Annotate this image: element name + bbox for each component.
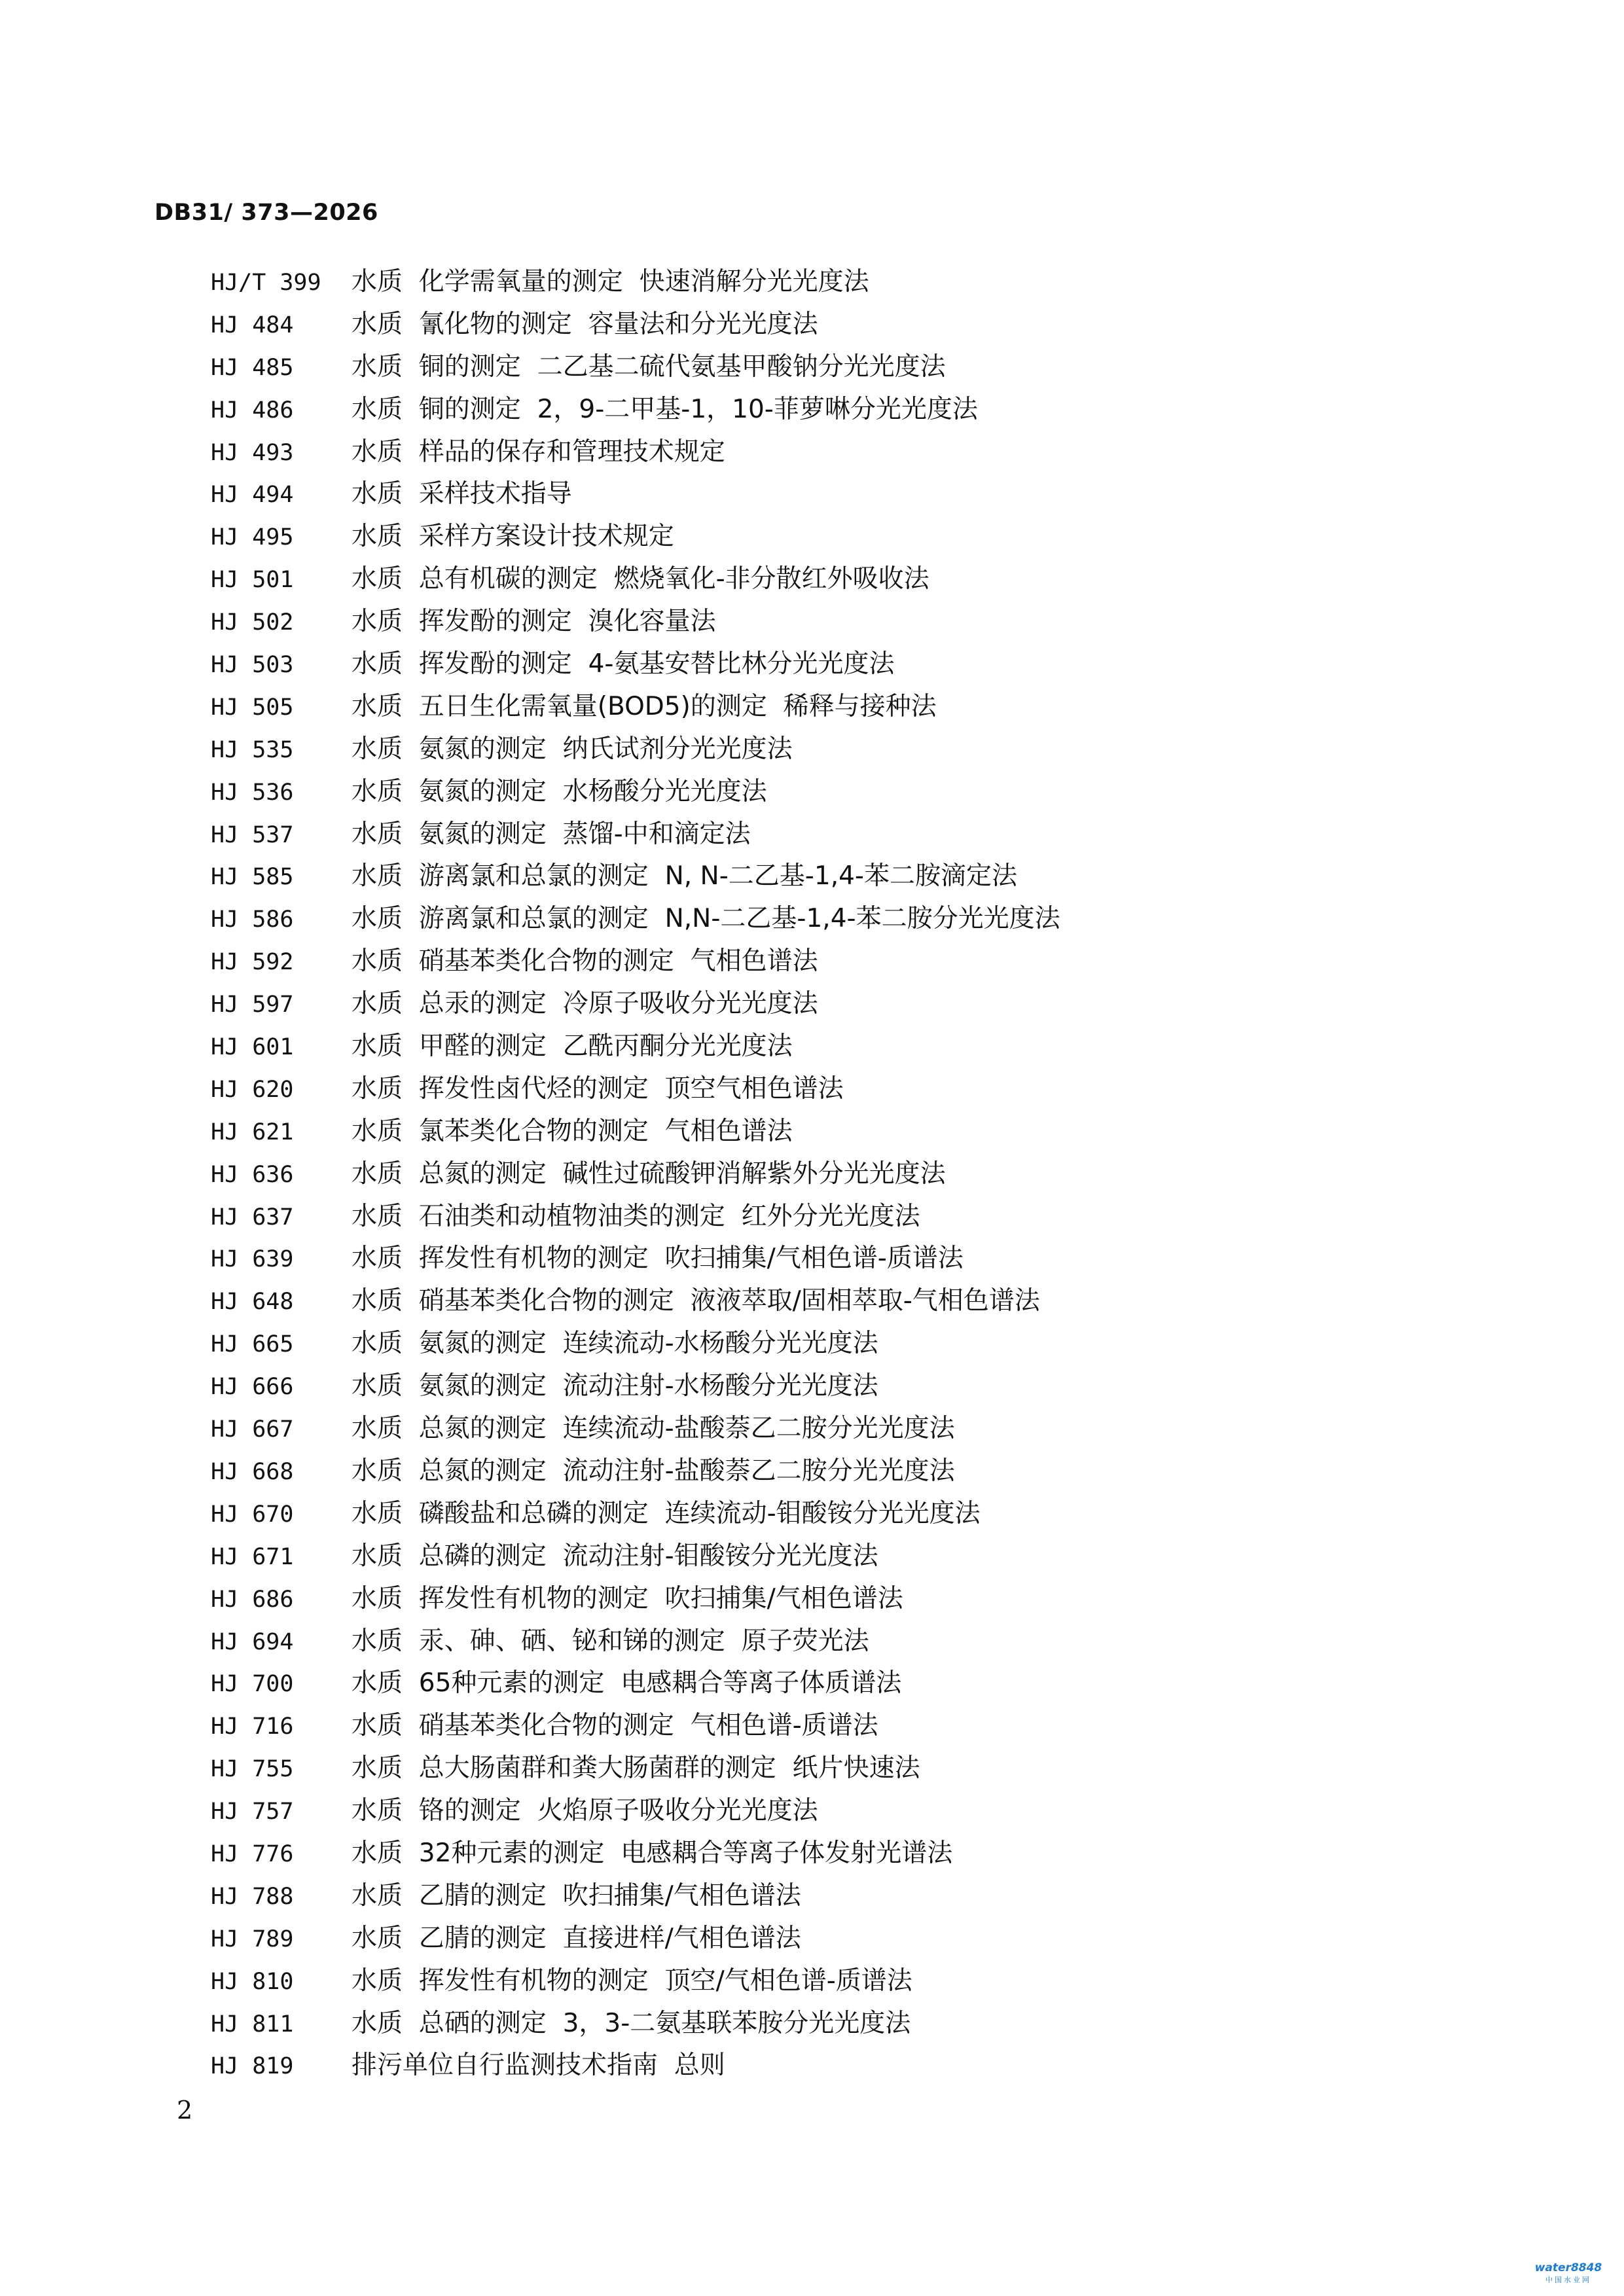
- reference-title: 水质 氯苯类化合物的测定 气相色谱法: [352, 1116, 793, 1146]
- watermark-logo: [1529, 2261, 1608, 2291]
- reference-code: HJ 716: [211, 1713, 294, 1740]
- reference-code: HJ 536: [211, 779, 294, 806]
- reference-item: [211, 2048, 1060, 2090]
- reference-title: 水质 总硒的测定 3，3-二氨基联苯胺分光光度法: [352, 2008, 911, 2038]
- reference-title: 水质 挥发酚的测定 4-氨基安替比林分光光度法: [352, 649, 895, 679]
- reference-code: HJ 789: [211, 1926, 294, 1952]
- reference-code: HJ 537: [211, 821, 294, 848]
- reference-code: HJ 686: [211, 1586, 294, 1613]
- reference-title: 水质 乙腈的测定 直接进样/气相色谱法: [352, 1923, 801, 1953]
- reference-item: [211, 1581, 1060, 1624]
- reference-title: 水质 挥发性有机物的测定 顶空/气相色谱-质谱法: [352, 1965, 912, 1996]
- reference-item: [211, 1496, 1060, 1539]
- reference-code: HJ 597: [211, 992, 294, 1018]
- reference-item: [211, 1793, 1060, 1836]
- watermark-brand: water8848: [1534, 2261, 1602, 2274]
- reference-item: [211, 519, 1060, 562]
- page-number: 2: [177, 2096, 193, 2125]
- reference-item: [211, 1666, 1060, 1708]
- reference-item: [211, 1326, 1060, 1369]
- reference-item: [211, 774, 1060, 817]
- reference-code: HJ 484: [211, 312, 294, 338]
- reference-item: [211, 1283, 1060, 1326]
- reference-item: [211, 1836, 1060, 1878]
- reference-title: 水质 氨氮的测定 流动注射-水杨酸分光光度法: [352, 1371, 878, 1401]
- reference-title: 水质 硝基苯类化合物的测定 气相色谱-质谱法: [352, 1711, 878, 1741]
- reference-code: HJ 819: [211, 2053, 294, 2080]
- reference-title: 水质 32种元素的测定 电感耦合等离子体发射光谱法: [352, 1838, 953, 1868]
- reference-code: HJ 671: [211, 1543, 294, 1570]
- reference-title: 水质 采样技术指导: [352, 479, 572, 509]
- reference-title: 水质 65种元素的测定 电感耦合等离子体质谱法: [352, 1668, 902, 1698]
- reference-title: 水质 化学需氧量的测定 快速消解分光光度法: [352, 267, 869, 296]
- reference-title: 水质 挥发性有机物的测定 吹扫捕集/气相色谱法: [352, 1583, 903, 1613]
- reference-code: HJ 639: [211, 1246, 294, 1273]
- reference-title: 水质 氰化物的测定 容量法和分光光度法: [352, 309, 818, 339]
- reference-title: 水质 铜的测定 二乙基二硫代氨基甲酸钠分光光度法: [352, 351, 946, 382]
- reference-item: [211, 1624, 1060, 1666]
- reference-item: [211, 1199, 1060, 1242]
- reference-item: [211, 264, 1060, 307]
- reference-code: HJ 667: [211, 1416, 294, 1443]
- reference-code: HJ 810: [211, 1968, 294, 1995]
- reference-item: [211, 1878, 1060, 1921]
- reference-title: 水质 总磷的测定 流动注射-钼酸铵分光光度法: [352, 1541, 878, 1571]
- reference-code: HJ 637: [211, 1204, 294, 1230]
- reference-item: [211, 1369, 1060, 1411]
- reference-title: 水质 样品的保存和管理技术规定: [352, 437, 725, 467]
- reference-code: HJ 665: [211, 1331, 294, 1358]
- reference-item: [211, 1071, 1060, 1114]
- reference-code: HJ 495: [211, 524, 294, 551]
- reference-item: [211, 1964, 1060, 2006]
- reference-item: [211, 392, 1060, 435]
- reference-item: [211, 647, 1060, 689]
- reference-title: 水质 总汞的测定 冷原子吸收分光光度法: [352, 989, 818, 1019]
- reference-item: [211, 476, 1060, 519]
- reference-code: HJ 585: [211, 864, 294, 891]
- reference-code: HJ 757: [211, 1799, 294, 1825]
- reference-code: HJ 601: [211, 1034, 294, 1061]
- reference-item: [211, 1411, 1060, 1454]
- reference-title: 水质 游离氯和总氯的测定 N,N-二乙基-1,4-苯二胺分光光度法: [352, 904, 1060, 934]
- reference-item: [211, 604, 1060, 647]
- reference-title: 水质 总氮的测定 流动注射-盐酸萘乙二胺分光光度法: [352, 1456, 955, 1486]
- reference-title: 水质 总有机碳的测定 燃烧氧化-非分散红外吸收法: [352, 564, 929, 594]
- reference-title: 水质 铬的测定 火焰原子吸收分光光度法: [352, 1796, 818, 1826]
- reference-title: 水质 总大肠菌群和粪大肠菌群的测定 纸片快速法: [352, 1753, 920, 1784]
- reference-title: 水质 氨氮的测定 蒸馏-中和滴定法: [352, 819, 751, 849]
- reference-code: HJ 501: [211, 567, 294, 594]
- reference-code: HJ 670: [211, 1501, 294, 1528]
- reference-code: HJ 592: [211, 949, 294, 976]
- reference-item: [211, 1241, 1060, 1283]
- reference-title: 水质 乙腈的测定 吹扫捕集/气相色谱法: [352, 1880, 801, 1910]
- reference-code: HJ 586: [211, 906, 294, 933]
- reference-item: [211, 307, 1060, 350]
- reference-item: [211, 1751, 1060, 1793]
- reference-title: 排污单位自行监测技术指南 总则: [352, 2051, 725, 2081]
- reference-title: 水质 游离氯和总氯的测定 N, N-二乙基-1,4-苯二胺滴定法: [352, 861, 1017, 891]
- reference-title: 水质 五日生化需氧量(BOD5)的测定 稀释与接种法: [352, 691, 937, 721]
- reference-code: HJ 668: [211, 1458, 294, 1485]
- reference-code: HJ 788: [211, 1883, 294, 1910]
- document-code-header: DB31/ 373—2026: [154, 200, 378, 226]
- reference-item: [211, 350, 1060, 392]
- reference-title: 水质 汞、砷、硒、铋和锑的测定 原子荧光法: [352, 1626, 869, 1656]
- reference-title: 水质 总氮的测定 碱性过硫酸钾消解紫外分光光度法: [352, 1158, 946, 1189]
- reference-title: 水质 硝基苯类化合物的测定 气相色谱法: [352, 946, 818, 977]
- reference-item: [211, 901, 1060, 944]
- reference-code: HJ 648: [211, 1289, 294, 1316]
- reference-title: 水质 氨氮的测定 连续流动-水杨酸分光光度法: [352, 1329, 878, 1359]
- reference-code: HJ 755: [211, 1756, 294, 1783]
- reference-item: [211, 435, 1060, 477]
- reference-item: [211, 1454, 1060, 1496]
- reference-title: 水质 石油类和动植物油类的测定 红外分光光度法: [352, 1201, 920, 1231]
- reference-item: [211, 817, 1060, 859]
- reference-code: HJ 535: [211, 736, 294, 763]
- reference-item: [211, 1708, 1060, 1751]
- reference-title: 水质 挥发性有机物的测定 吹扫捕集/气相色谱-质谱法: [352, 1244, 964, 1274]
- reference-code: HJ 505: [211, 694, 294, 721]
- reference-title: 水质 挥发酚的测定 溴化容量法: [352, 607, 716, 637]
- reference-item: [211, 732, 1060, 774]
- reference-code: HJ 636: [211, 1161, 294, 1188]
- reference-item: [211, 562, 1060, 604]
- reference-code: HJ 503: [211, 652, 294, 679]
- reference-title: 水质 氨氮的测定 水杨酸分光光度法: [352, 776, 767, 806]
- reference-code: HJ 486: [211, 397, 294, 423]
- reference-code: HJ/T 399: [211, 270, 321, 296]
- reference-code: HJ 493: [211, 439, 294, 466]
- reference-code: HJ 502: [211, 609, 294, 636]
- reference-code: HJ 621: [211, 1119, 294, 1145]
- reference-code: HJ 776: [211, 1840, 294, 1867]
- reference-item: [211, 944, 1060, 986]
- reference-title: 水质 总氮的测定 连续流动-盐酸萘乙二胺分光光度法: [352, 1414, 955, 1444]
- reference-code: HJ 666: [211, 1374, 294, 1401]
- reference-code: HJ 811: [211, 2011, 294, 2037]
- reference-item: [211, 1114, 1060, 1157]
- reference-code: HJ 700: [211, 1671, 294, 1698]
- reference-code: HJ 494: [211, 482, 294, 509]
- reference-item: [211, 1539, 1060, 1581]
- reference-title: 水质 铜的测定 2，9-二甲基-1，10-菲萝啉分光光度法: [352, 394, 978, 424]
- reference-item: [211, 2006, 1060, 2049]
- reference-code: HJ 485: [211, 354, 294, 381]
- reference-title: 水质 甲醛的测定 乙酰丙酮分光光度法: [352, 1031, 793, 1062]
- reference-code: HJ 620: [211, 1076, 294, 1103]
- reference-item: [211, 1029, 1060, 1071]
- reference-title: 水质 磷酸盐和总磷的测定 连续流动-钼酸铵分光光度法: [352, 1498, 981, 1528]
- reference-title: 水质 采样方案设计技术规定: [352, 522, 674, 552]
- reference-title: 水质 氨氮的测定 纳氏试剂分光光度法: [352, 734, 793, 764]
- reference-title: 水质 挥发性卤代烃的测定 顶空气相色谱法: [352, 1073, 844, 1103]
- reference-item: [211, 859, 1060, 901]
- reference-item: [211, 689, 1060, 732]
- reference-code: HJ 694: [211, 1628, 294, 1655]
- reference-title: 水质 硝基苯类化合物的测定 液液萃取/固相萃取-气相色谱法: [352, 1286, 1040, 1316]
- reference-item: [211, 986, 1060, 1029]
- watermark-subtitle: 中国水业网: [1545, 2276, 1591, 2284]
- reference-item: [211, 1157, 1060, 1199]
- normative-references-list: [211, 264, 1060, 2090]
- reference-item: [211, 1921, 1060, 1964]
